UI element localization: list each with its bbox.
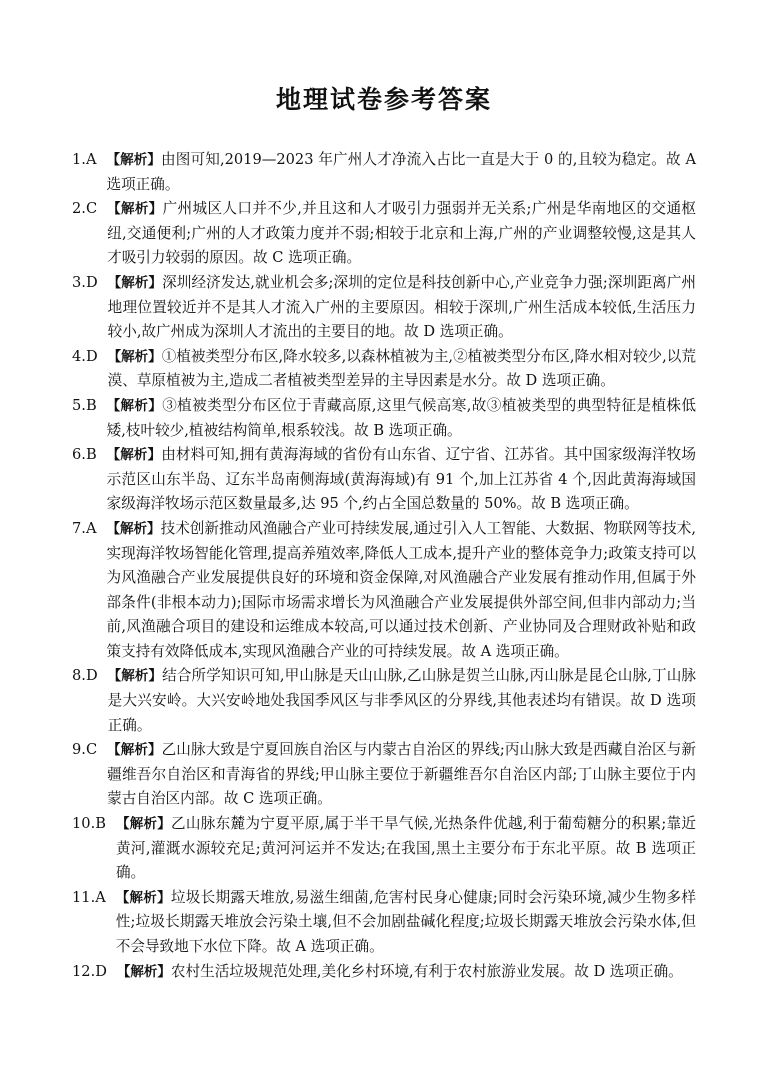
answer-explanation [108,664,696,738]
explanation-text: 由材料可知,拥有黄海海域的省份有山东省、辽宁省、江苏省。其中国家级海洋牧场示范区山东半岛、辽东半岛南侧海域(黄海海域)有 91 个,加上江苏省 4 个,因此黄海海域国家级海洋牧场示范区数量最多,达 95 个,约占全国总数量的 50%。故 B 选项正确。 [106,446,696,513]
question-number: 1. [72,151,86,168]
answer-item [72,345,696,394]
question-number: 5. [72,396,86,414]
explanation-tag: 【解析】 [107,348,162,365]
answer-lead [72,812,116,886]
explanation-tag: 【解析】 [106,520,161,537]
explanation-tag: 【解析】 [106,447,162,464]
explanation-text: 垃圾长期露天堆放,易滋生细菌,危害村民身心健康;同时会污染环境,减少生物多样性;垃圾长期露天堆放会污染土壤,但不会加剧盐碱化程度;垃圾长期露天堆放会污染水体,但不会导致地下水位下降。故 A 选项正确。 [115,888,696,955]
answer-choice: D [95,962,107,980]
answer-choice: B [95,815,106,833]
explanation-tag: 【解析】 [107,274,163,291]
answer-explanation [107,738,696,812]
answer-lead [72,197,107,271]
explanation-tag: 【解析】 [106,397,163,414]
answer-choice: A [85,519,97,537]
answer-lead [72,394,107,443]
answer-lead [72,664,108,738]
answer-explanation [106,517,696,665]
answer-choice: B [85,446,97,464]
answer-choice: D [85,347,98,365]
explanation-text: ③植被类型分布区位于青藏高原,这里气候高寒,故③植被类型的典型特征是植株低矮,枝叶较少,植被结构简单,根系较浅。故 B 选项正确。 [106,396,697,439]
answer-lead [72,517,106,665]
answer-item [72,443,696,517]
answer-list [72,148,696,984]
answer-item [72,960,696,985]
answer-explanation [107,443,696,517]
explanation-tag: 【解析】 [115,889,171,906]
answer-lead [72,960,117,985]
question-number: 10. [72,815,96,833]
answer-item [72,886,696,960]
explanation-text: 由图可知,2019—2023 年广州人才净流入占比一直是大于 0 的,且较为稳定。故 A 选项正确。 [106,151,697,193]
question-number: 3. [72,273,86,291]
page-title: 地理试卷参考答案 [275,85,492,114]
answer-item [72,812,696,886]
answer-choice: A [85,151,97,168]
question-number: 4. [72,347,86,365]
answer-explanation [107,394,696,443]
explanation-tag: 【解析】 [115,816,172,833]
answer-explanation [106,148,696,197]
answer-explanation [116,886,696,960]
explanation-text: 乙山脉东麓为宁夏平原,属于半干旱气候,光热条件优越,利于葡萄糖分的积累;靠近黄河,灌溉水源较充足;黄河河运并不发达;在我国,黑土主要分布于东北平原。故 B 选项正确。 [115,815,696,882]
explanation-tag: 【解析】 [107,742,162,759]
answer-item [72,517,696,665]
answer-item [72,738,696,812]
answer-item [72,394,696,443]
explanation-text: 农村生活垃圾规范处理,美化乡村环境,有利于农村旅游业发展。故 D 选项正确。 [170,962,683,980]
answer-lead [72,345,108,394]
answer-item [72,664,696,738]
answer-choice: B [85,396,97,414]
answer-explanation [117,960,696,985]
answer-lead [72,886,116,960]
answer-choice: A [95,888,106,906]
question-number: 6. [72,446,86,464]
question-number: 8. [72,667,86,685]
answer-explanation [107,197,696,271]
answer-explanation [108,345,696,394]
question-number: 2. [72,200,86,218]
explanation-text: 广州城区人口并不少,并且这和人才吸引力强弱并无关系;广州是华南地区的交通枢纽,交通便利;广州的人才政策力度并不弱;相较于北京和上海,广州的产业调整较慢,这是其人才吸引力较弱的原因。故 C 选项正确。 [107,200,697,267]
answer-lead [72,738,107,812]
answer-choice: D [85,273,98,291]
explanation-tag: 【解析】 [107,201,163,218]
question-number: 9. [72,741,86,759]
answer-explanation [108,271,696,345]
question-number: 12. [72,962,96,980]
question-number: 7. [72,519,86,537]
answer-lead [72,271,108,345]
answer-item [72,148,696,197]
explanation-text: 结合所学知识可知,甲山脉是天山山脉,乙山脉是贺兰山脉,丙山脉是昆仑山脉,丁山脉是大兴安岭。大兴安岭地处我国季风区与非季风区的分界线,其他表述均有错误。故 D 选项正确。 [107,667,697,734]
explanation-text: 乙山脉大致是宁夏回族自治区与内蒙古自治区的界线;丙山脉大致是西藏自治区与新疆维吾尔自治区和青海省的界线;甲山脉主要位于新疆维吾尔自治区内部;丁山脉主要位于内蒙古自治区内部。故 C 选项正确。 [107,741,697,808]
explanation-tag: 【解析】 [116,963,171,980]
answer-lead [72,148,106,197]
answer-explanation [116,812,696,886]
answer-item [72,197,696,271]
explanation-text: 技术创新推动风渔融合产业可持续发展,通过引入人工智能、大数据、物联网等技术,实现海洋牧场智能化管理,提高养殖效率,降低人工成本,提升产业的整体竞争力;政策支持可以为风渔融合产业发展提供良好的环境和资金保障,对风渔融合产业发展有推动作用,但属于外部条件(非根本动力);国际市场需求增长为风渔融合产业发展提供外部空间,但非内部动力;当前,风渔融合项目的建设和运维成本较高,可以通过技术创新、产业协同及合理财政补贴和政策支持有效降低成本,实现风渔融合产业的可持续发展。故 A 选项正确。 [106,519,697,660]
answer-choice: D [85,667,98,685]
explanation-tag: 【解析】 [107,668,163,685]
explanation-tag: 【解析】 [106,152,162,168]
question-number: 11. [72,888,96,906]
answer-choice: C [85,200,98,218]
answer-choice: C [85,741,98,759]
answer-item [72,271,696,345]
explanation-text: 深圳经济发达,就业机会多;深圳的定位是科技创新中心,产业竞争力强;深圳距离广州地理位置较近并不是其人才流入广州的主要原因。相较于深圳,广州生活成本较低,生活压力较小,故广州成为深圳人才流出的主要目的地。故 D 选项正确。 [107,273,697,341]
answer-lead [72,443,107,517]
explanation-text: ①植被类型分布区,降水较多,以森林植被为主,②植被类型分布区,降水相对较少,以荒漠、草原植被为主,造成二者植被类型差异的主导因素是水分。故 D 选项正确。 [107,347,697,390]
